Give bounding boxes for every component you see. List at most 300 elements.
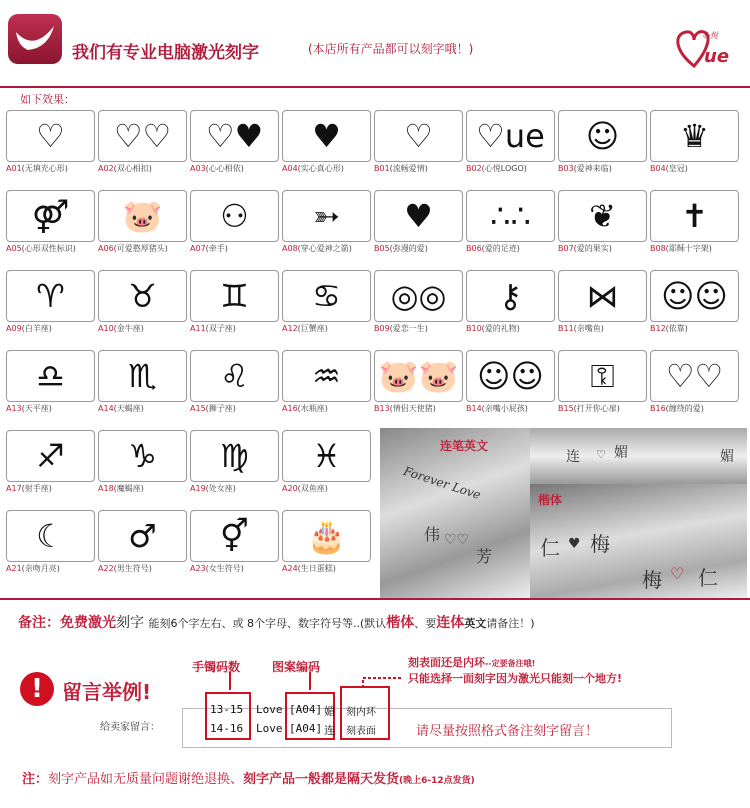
pattern-box — [190, 350, 279, 402]
pattern-caption — [190, 483, 281, 494]
pattern-caption — [190, 323, 281, 334]
pattern-b03 — [558, 110, 649, 178]
pattern-a09 — [6, 270, 97, 338]
side-question: 刻表面还是内环--定要备注哦! — [408, 656, 536, 669]
pattern-a18 — [98, 430, 189, 498]
pattern-box — [558, 110, 647, 162]
pattern-caption — [282, 403, 373, 414]
bird-envelope-icon — [14, 22, 56, 56]
note-english: 英文 — [464, 617, 487, 630]
pattern-code: A24 — [282, 564, 298, 573]
pattern-caption — [650, 323, 741, 334]
pattern-code: A14 — [98, 404, 114, 413]
pattern-box — [98, 510, 187, 562]
pattern-label: (双子座) — [205, 324, 236, 333]
sample-position: 刻内环 — [346, 707, 376, 718]
pattern-box — [190, 190, 279, 242]
pattern-box — [98, 430, 187, 482]
pattern-a15 — [190, 350, 281, 418]
pattern-caption — [6, 563, 97, 574]
pattern-b07 — [558, 190, 649, 258]
footer-text1: 刻字产品如无质量问题谢绝退换、 — [48, 772, 244, 787]
shop-logo — [8, 14, 62, 64]
pattern-box — [558, 190, 647, 242]
pattern-glyph-icon: ♡ — [404, 117, 433, 155]
pattern-glyph-icon: ☺ — [585, 117, 620, 155]
footer-note — [22, 768, 475, 787]
pattern-label: (穿心爱神之箭) — [297, 244, 352, 253]
pattern-caption — [558, 243, 649, 254]
pattern-box — [98, 350, 187, 402]
pattern-box — [98, 270, 187, 322]
sample-code: [A04] — [289, 722, 323, 735]
pattern-caption — [6, 483, 97, 494]
engraving-char: 媚 — [720, 449, 734, 465]
engraving-hearts: ♡ — [670, 564, 685, 583]
sample-love: Love — [256, 722, 283, 735]
pattern-label: (白羊座) — [21, 324, 52, 333]
pattern-box — [6, 510, 95, 562]
note-engrave: 刻字 — [116, 615, 144, 631]
pattern-label: (可爱憨厚猪头) — [113, 244, 168, 253]
note-default: (默认 — [359, 617, 387, 630]
pattern-glyph-icon: ⋈ — [586, 277, 619, 315]
format-hint: 请尽量按照格式备注刻字留言！ — [416, 724, 599, 739]
pattern-label: (金牛座) — [113, 324, 144, 333]
pattern-b12 — [650, 270, 741, 338]
pattern-label: (依靠) — [665, 324, 688, 333]
pattern-label: (爱恋一生) — [389, 324, 428, 333]
pattern-caption — [374, 323, 465, 334]
pattern-glyph-icon: ☺☺ — [477, 357, 544, 395]
pattern-a12 — [282, 270, 373, 338]
engraving-char: 梅 — [642, 568, 662, 592]
engraving-char: 伟 — [424, 525, 441, 544]
sample-size: 13-15 — [210, 703, 244, 716]
note-line — [18, 612, 535, 632]
pattern-b15 — [558, 350, 649, 418]
pattern-label: (爱的足迹) — [481, 244, 520, 253]
pattern-label: (射手座) — [21, 484, 52, 493]
note-needs: 、要 — [414, 617, 437, 630]
pattern-glyph-icon: ♛ — [680, 117, 709, 155]
pattern-caption — [6, 243, 97, 254]
pattern-label: (女生符号) — [205, 564, 244, 573]
sample-name: 连 — [324, 724, 335, 737]
pattern-label: 图案编码 — [272, 660, 321, 674]
note-remark: 请备注！) — [486, 617, 535, 630]
pattern-glyph-icon: ♎ — [36, 357, 65, 395]
pattern-label: (爱神来临) — [573, 164, 612, 173]
pattern-caption — [282, 243, 373, 254]
note-free: 免费激光 — [60, 615, 116, 631]
pattern-box — [190, 270, 279, 322]
pattern-box — [374, 350, 463, 402]
pattern-caption — [282, 563, 373, 574]
pattern-a14 — [98, 350, 189, 418]
pattern-a11 — [190, 270, 281, 338]
pattern-box — [650, 110, 739, 162]
engraving-char: 芳 — [476, 547, 493, 566]
ring-photo-kai — [530, 484, 747, 598]
pattern-glyph-icon: ⚤ — [31, 197, 70, 235]
pattern-glyph-icon: ♑ — [128, 437, 157, 475]
pattern-code: A15 — [190, 404, 206, 413]
pattern-glyph-icon: 🐷🐷 — [378, 357, 459, 395]
engraving-char: 仁 — [540, 536, 560, 560]
pattern-box — [558, 270, 647, 322]
pattern-code: A20 — [282, 484, 298, 493]
pattern-caption — [98, 163, 189, 174]
pattern-b11 — [558, 270, 649, 338]
pattern-caption — [466, 403, 557, 414]
pattern-code: A03 — [190, 164, 206, 173]
pattern-glyph-icon: ♥ — [404, 197, 433, 235]
pattern-glyph-icon: ⚿ — [590, 356, 615, 395]
pattern-box — [6, 350, 95, 402]
pattern-label: (亲吻月亮) — [21, 564, 60, 573]
pattern-glyph-icon: ♋ — [312, 277, 341, 315]
pattern-glyph-icon: ♐ — [36, 437, 65, 475]
footer-text2: 刻字产品一般都是隔天发货 — [243, 772, 400, 787]
pattern-glyph-icon: ♍ — [220, 437, 249, 475]
footer-prefix: 注： — [22, 772, 49, 787]
pattern-label: (巨蟹座) — [297, 324, 328, 333]
pattern-b02 — [466, 110, 557, 178]
pattern-code: A16 — [282, 404, 298, 413]
pattern-glyph-icon: ◎◎ — [390, 277, 447, 315]
pattern-caption — [466, 243, 557, 254]
pattern-a13 — [6, 350, 97, 418]
pattern-glyph-icon: ➳ — [313, 197, 340, 235]
sample-code: [A04] — [289, 703, 323, 716]
brand-word: ue — [704, 46, 730, 67]
pattern-box — [466, 190, 555, 242]
pattern-box — [374, 190, 463, 242]
pattern-code: B09 — [374, 324, 390, 333]
pattern-a17 — [6, 430, 97, 498]
pattern-a08 — [282, 190, 373, 258]
pattern-box — [282, 190, 371, 242]
pattern-code: B10 — [466, 324, 482, 333]
pattern-a06 — [98, 190, 189, 258]
pattern-label: (双鱼座) — [297, 484, 328, 493]
pattern-code: A10 — [98, 324, 114, 333]
pattern-b14 — [466, 350, 557, 418]
pattern-a01 — [6, 110, 97, 178]
pattern-b04 — [650, 110, 741, 178]
pattern-code: B01 — [374, 164, 390, 173]
pattern-code: A11 — [190, 324, 206, 333]
pattern-glyph-icon: ♂ — [128, 517, 157, 555]
pattern-glyph-icon: ⚷ — [498, 277, 523, 315]
pattern-b08 — [650, 190, 741, 258]
pattern-glyph-icon: ☺☺ — [661, 277, 728, 315]
pattern-label: (耶稣十字架) — [665, 244, 712, 253]
pattern-b13 — [374, 350, 465, 418]
pattern-label: (心形双性标识) — [21, 244, 76, 253]
pattern-box — [374, 270, 463, 322]
pattern-glyph-icon: 🐷 — [122, 197, 163, 235]
pattern-glyph-icon: ♏ — [128, 357, 157, 395]
pattern-a22 — [98, 510, 189, 578]
pattern-box — [282, 510, 371, 562]
exclamation-icon: ! — [20, 672, 54, 706]
pattern-glyph-icon: 🎂 — [306, 517, 347, 555]
pattern-caption — [282, 323, 373, 334]
engraving-hearts: ♡♡ — [444, 532, 470, 548]
intro-text: 如下效果： — [20, 93, 75, 106]
engraving-char: 仁 — [698, 566, 718, 590]
pattern-label: (弥漫的爱) — [389, 244, 428, 253]
pattern-code: B12 — [650, 324, 666, 333]
pattern-b16 — [650, 350, 741, 418]
pattern-a02 — [98, 110, 189, 178]
note-kai: 楷体 — [386, 615, 415, 631]
pattern-code: B13 — [374, 404, 390, 413]
pattern-caption — [6, 403, 97, 414]
tag-kai: 楷体 — [538, 493, 563, 507]
pattern-a24 — [282, 510, 373, 578]
pattern-label: (天蝎座) — [113, 404, 144, 413]
pattern-label: (心心相依) — [205, 164, 244, 173]
pattern-a20 — [282, 430, 373, 498]
pattern-box — [282, 110, 371, 162]
brand-logo — [672, 22, 736, 72]
pattern-a03 — [190, 110, 281, 178]
pattern-caption — [558, 163, 649, 174]
pattern-a21 — [6, 510, 97, 578]
pattern-label: (皇冠) — [665, 164, 688, 173]
pattern-box — [190, 110, 279, 162]
pattern-box — [190, 430, 279, 482]
pattern-code: B15 — [558, 404, 574, 413]
pattern-label: (亲嘴鱼) — [573, 324, 604, 333]
pattern-caption — [190, 163, 281, 174]
pattern-caption — [6, 323, 97, 334]
pattern-box — [282, 430, 371, 482]
pattern-label: (狮子座) — [205, 404, 236, 413]
pattern-label: (打开你心扉) — [573, 404, 620, 413]
sample-name: 媚 — [324, 705, 335, 718]
sample-love: Love — [256, 703, 283, 716]
pattern-caption — [650, 243, 741, 254]
pattern-label: (魔蝎座) — [113, 484, 144, 493]
pattern-glyph-icon: ⚥ — [220, 517, 249, 555]
engraving-hearts: ♡ — [596, 448, 606, 461]
pattern-label: (男生符号) — [113, 564, 152, 573]
pattern-box — [98, 110, 187, 162]
pattern-label: (心悦LOGO) — [481, 164, 527, 173]
pattern-box — [466, 270, 555, 322]
pattern-label: (无填充心形) — [21, 164, 68, 173]
pattern-glyph-icon: ♓ — [312, 437, 341, 475]
pattern-label: (双心相扣) — [113, 164, 152, 173]
pattern-code: B06 — [466, 244, 482, 253]
pattern-label: (牵手) — [205, 244, 228, 253]
pattern-a04 — [282, 110, 373, 178]
pattern-label: (爱的礼物) — [481, 324, 520, 333]
pattern-box — [6, 270, 95, 322]
brand-script: 心悦 — [702, 31, 718, 40]
pattern-glyph-icon: ⚇ — [220, 197, 249, 235]
pattern-label: (情侣天使猪) — [389, 404, 436, 413]
engraving-hearts: ♥ — [568, 536, 581, 552]
pattern-caption — [98, 403, 189, 414]
pattern-code: A07 — [190, 244, 206, 253]
pattern-caption — [98, 243, 189, 254]
pattern-glyph-icon: ♥ — [312, 117, 341, 155]
pattern-glyph-icon: ♊ — [220, 277, 249, 315]
note-lianti: 连体 — [436, 615, 465, 631]
pattern-code: A12 — [282, 324, 298, 333]
pattern-code: A22 — [98, 564, 114, 573]
pattern-caption — [374, 403, 465, 414]
pattern-glyph-icon: ♡ — [36, 117, 65, 155]
pattern-b05 — [374, 190, 465, 258]
pattern-b01 — [374, 110, 465, 178]
engraving-char: 媚 — [614, 445, 628, 461]
pattern-label: (缠绕的爱) — [665, 404, 704, 413]
pattern-box — [374, 110, 463, 162]
pattern-code: B02 — [466, 164, 482, 173]
engraving-script: Forever Love — [401, 463, 483, 503]
pattern-code: A05 — [6, 244, 22, 253]
pattern-glyph-icon: ∴∴ — [490, 197, 531, 235]
pattern-box — [466, 350, 555, 402]
pattern-code: A19 — [190, 484, 206, 493]
pattern-caption — [466, 163, 557, 174]
pattern-glyph-icon: ♡♡ — [113, 117, 172, 155]
pattern-caption — [466, 323, 557, 334]
pattern-glyph-icon: ♡♡ — [665, 357, 724, 395]
pattern-caption — [374, 243, 465, 254]
pattern-code: A23 — [190, 564, 206, 573]
sample-size: 14-16 — [210, 722, 244, 735]
pattern-code: A04 — [282, 164, 298, 173]
pattern-code: A09 — [6, 324, 22, 333]
footer-text3: (晚上6-12点发货) — [399, 776, 475, 786]
pattern-caption — [650, 163, 741, 174]
pattern-box — [650, 350, 739, 402]
pattern-code: B07 — [558, 244, 574, 253]
pattern-glyph-icon: ♡♥ — [205, 117, 264, 155]
pattern-code: B16 — [650, 404, 666, 413]
pattern-a10 — [98, 270, 189, 338]
pattern-caption — [282, 163, 373, 174]
pattern-a23 — [190, 510, 281, 578]
pattern-caption — [558, 323, 649, 334]
pattern-code: B03 — [558, 164, 574, 173]
tag-script: 连笔英文 — [440, 439, 489, 453]
pattern-code: B04 — [650, 164, 666, 173]
pattern-caption — [650, 403, 741, 414]
pattern-caption — [6, 163, 97, 174]
pattern-code: A21 — [6, 564, 22, 573]
pattern-code: B14 — [466, 404, 482, 413]
pattern-caption — [98, 483, 189, 494]
pattern-label: (水瓶座) — [297, 404, 328, 413]
pattern-glyph-icon: ♌ — [220, 357, 249, 395]
seller-message-label: 给卖家留言： — [100, 722, 160, 733]
pattern-caption — [98, 563, 189, 574]
pattern-code: A13 — [6, 404, 22, 413]
pattern-label: (亲嘴小屁孩) — [481, 404, 528, 413]
pattern-box — [6, 110, 95, 162]
pattern-caption — [374, 163, 465, 174]
pattern-caption — [282, 483, 373, 494]
pattern-caption — [190, 563, 281, 574]
pattern-code: A17 — [6, 484, 22, 493]
one-side-note: 只能选择一面刻字因为激光只能刻一个地方! — [408, 672, 623, 685]
pattern-b10 — [466, 270, 557, 338]
pattern-label: (流畅爱情) — [389, 164, 428, 173]
pattern-label: (爱的果实) — [573, 244, 612, 253]
size-label: 手镯码数 — [192, 660, 241, 674]
pattern-a16 — [282, 350, 373, 418]
pattern-code: A02 — [98, 164, 114, 173]
pattern-code: A06 — [98, 244, 114, 253]
pattern-glyph-icon: ♡ue — [476, 117, 545, 155]
pattern-code: B05 — [374, 244, 390, 253]
pattern-caption — [98, 323, 189, 334]
pattern-caption — [190, 403, 281, 414]
pattern-b06 — [466, 190, 557, 258]
pattern-box — [650, 190, 739, 242]
notes-divider — [0, 598, 750, 600]
ring-photo-top — [530, 428, 747, 484]
note-detail: 能刻6个字左右、或 8个字母、数字符号等.. — [148, 617, 360, 630]
note-prefix: 备注： — [18, 615, 60, 631]
pattern-glyph-icon: ✝ — [681, 197, 708, 235]
pattern-code: A18 — [98, 484, 114, 493]
pattern-glyph-icon: ♈ — [36, 277, 65, 315]
example-title: 留言举例! — [62, 680, 152, 704]
pattern-code: B08 — [650, 244, 666, 253]
pattern-box — [466, 110, 555, 162]
pattern-glyph-icon: ♒ — [312, 357, 341, 395]
pattern-box — [190, 510, 279, 562]
pattern-box — [558, 350, 647, 402]
header-subtitle: (本店所有产品都可以刻字哦！) — [308, 42, 474, 56]
pattern-code: A08 — [282, 244, 298, 253]
engraving-char: 连 — [566, 449, 580, 465]
pattern-glyph-icon: ☾ — [36, 517, 65, 555]
pattern-label: (天平座) — [21, 404, 52, 413]
sample-position: 刻表面 — [346, 726, 376, 737]
pattern-a19 — [190, 430, 281, 498]
pattern-label: (实心真心形) — [297, 164, 344, 173]
pattern-box — [282, 270, 371, 322]
pattern-box — [6, 190, 95, 242]
pattern-glyph-icon: ♉ — [128, 277, 157, 315]
pattern-a05 — [6, 190, 97, 258]
header-title: 我们有专业电脑激光刻字 — [72, 43, 259, 63]
pattern-box — [98, 190, 187, 242]
pattern-caption — [558, 403, 649, 414]
engraving-char: 梅 — [590, 532, 610, 556]
pattern-b09 — [374, 270, 465, 338]
pattern-box — [650, 270, 739, 322]
pattern-label: (生日蛋糕) — [297, 564, 336, 573]
header-divider — [0, 86, 750, 88]
pattern-box — [282, 350, 371, 402]
pattern-code: A01 — [6, 164, 22, 173]
pattern-glyph-icon: ❦ — [589, 197, 616, 235]
pattern-a07 — [190, 190, 281, 258]
pattern-caption — [190, 243, 281, 254]
pattern-label: (处女座) — [205, 484, 236, 493]
